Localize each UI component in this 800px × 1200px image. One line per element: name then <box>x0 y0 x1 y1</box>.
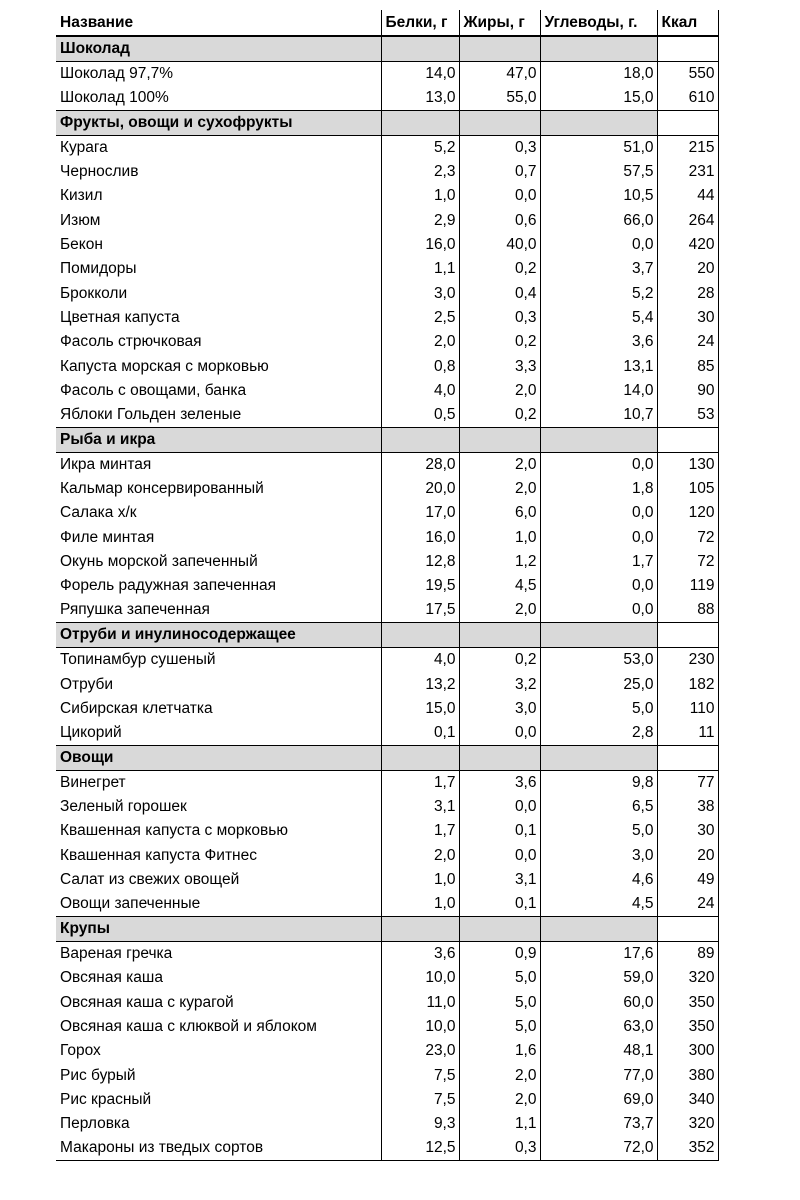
category-row <box>56 917 718 942</box>
cell-kcal: 105 <box>657 477 718 501</box>
table-row <box>56 1063 718 1087</box>
table-row <box>56 354 718 378</box>
cell-fat: 2,0 <box>459 1063 540 1087</box>
cell-fat: 0,2 <box>459 403 540 428</box>
cell-fat: 3,1 <box>459 868 540 892</box>
table-row <box>56 598 718 623</box>
cell-protein: 3,1 <box>381 795 459 819</box>
category-empty-cell <box>381 746 459 771</box>
cell-protein: 17,0 <box>381 501 459 525</box>
cell-protein: 0,5 <box>381 403 459 428</box>
cell-name: Рис бурый <box>60 1066 136 1084</box>
cell-carbs: 0,0 <box>540 501 657 525</box>
table-row <box>56 795 718 819</box>
cell-name: Перловка <box>60 1115 130 1133</box>
cell-fat: 5,0 <box>459 1015 540 1039</box>
category-label: Отруби и инулиносодержащее <box>56 623 381 648</box>
category-empty-cell <box>459 36 540 62</box>
cell-fat: 0,7 <box>459 160 540 184</box>
category-empty-cell <box>657 36 718 62</box>
cell-fat: 0,3 <box>459 1136 540 1161</box>
cell-kcal: 28 <box>657 281 718 305</box>
cell-carbs: 5,2 <box>540 281 657 305</box>
cell-carbs: 57,5 <box>540 160 657 184</box>
cell-name: Винегрет <box>60 774 126 792</box>
cell-kcal: 350 <box>657 1015 718 1039</box>
cell-kcal: 88 <box>657 598 718 623</box>
table-row <box>56 379 718 403</box>
cell-name: Изюм <box>60 211 101 229</box>
cell-protein: 2,0 <box>381 844 459 868</box>
cell-kcal: 350 <box>657 991 718 1015</box>
cell-carbs: 1,7 <box>540 550 657 574</box>
cell-kcal: 49 <box>657 868 718 892</box>
cell-protein: 28,0 <box>381 452 459 477</box>
table-row <box>56 257 718 281</box>
cell-kcal: 90 <box>657 379 718 403</box>
table-row <box>56 526 718 550</box>
cell-carbs: 69,0 <box>540 1088 657 1112</box>
cell-fat: 0,1 <box>459 819 540 843</box>
category-empty-cell <box>657 917 718 942</box>
cell-carbs: 18,0 <box>540 62 657 87</box>
category-empty-cell <box>540 623 657 648</box>
table-row <box>56 697 718 721</box>
cell-carbs: 14,0 <box>540 379 657 403</box>
cell-carbs: 4,6 <box>540 868 657 892</box>
cell-fat: 3,3 <box>459 354 540 378</box>
cell-fat: 2,0 <box>459 598 540 623</box>
cell-protein: 7,5 <box>381 1088 459 1112</box>
cell-fat: 0,0 <box>459 184 540 208</box>
cell-carbs: 10,7 <box>540 403 657 428</box>
cell-kcal: 53 <box>657 403 718 428</box>
cell-carbs: 63,0 <box>540 1015 657 1039</box>
table-row <box>56 892 718 917</box>
category-label: Овощи <box>56 746 381 771</box>
table-row <box>56 86 718 111</box>
table-row <box>56 966 718 990</box>
cell-protein: 13,0 <box>381 86 459 111</box>
cell-fat: 0,2 <box>459 257 540 281</box>
category-empty-cell <box>540 36 657 62</box>
cell-kcal: 610 <box>657 86 718 111</box>
header-fat: Жиры, г <box>459 10 540 36</box>
cell-protein: 2,3 <box>381 160 459 184</box>
cell-name: Кальмар консервированный <box>60 480 264 498</box>
cell-kcal: 72 <box>657 550 718 574</box>
cell-protein: 7,5 <box>381 1063 459 1087</box>
category-label: Крупы <box>56 917 381 942</box>
cell-name: Капуста морская с морковью <box>60 357 269 375</box>
cell-kcal: 30 <box>657 306 718 330</box>
table-row <box>56 160 718 184</box>
cell-fat: 1,0 <box>459 526 540 550</box>
table-row <box>56 403 718 428</box>
cell-protein: 3,6 <box>381 942 459 967</box>
cell-name: Кизил <box>60 187 103 205</box>
cell-name: Фасоль стрючковая <box>60 333 202 351</box>
cell-protein: 4,0 <box>381 379 459 403</box>
category-empty-cell <box>459 427 540 452</box>
cell-protein: 1,1 <box>381 257 459 281</box>
cell-kcal: 110 <box>657 697 718 721</box>
cell-name: Квашенная капуста с морковью <box>60 822 288 840</box>
cell-carbs: 51,0 <box>540 136 657 161</box>
category-empty-cell <box>459 623 540 648</box>
cell-name: Макароны из тведых сортов <box>60 1139 264 1157</box>
cell-kcal: 320 <box>657 966 718 990</box>
cell-fat: 3,0 <box>459 697 540 721</box>
cell-fat: 4,5 <box>459 574 540 598</box>
cell-protein: 16,0 <box>381 233 459 257</box>
cell-name: Чернослив <box>60 163 139 181</box>
table-row <box>56 452 718 477</box>
cell-name: Сибирская клетчатка <box>60 699 213 717</box>
cell-carbs: 15,0 <box>540 86 657 111</box>
cell-fat: 2,0 <box>459 379 540 403</box>
cell-protein: 9,3 <box>381 1112 459 1136</box>
cell-name: Цикорий <box>60 724 122 742</box>
cell-kcal: 182 <box>657 672 718 696</box>
cell-fat: 55,0 <box>459 86 540 111</box>
cell-name: Вареная гречка <box>60 945 173 963</box>
cell-name: Отруби <box>60 675 114 693</box>
cell-carbs: 25,0 <box>540 672 657 696</box>
cell-name: Овсяная каша с клюквой и яблоком <box>60 1017 317 1035</box>
category-row <box>56 746 718 771</box>
cell-protein: 0,1 <box>381 721 459 746</box>
cell-fat: 1,6 <box>459 1039 540 1063</box>
table-row <box>56 281 718 305</box>
cell-carbs: 66,0 <box>540 209 657 233</box>
category-empty-cell <box>381 111 459 136</box>
cell-kcal: 11 <box>657 721 718 746</box>
cell-carbs: 5,4 <box>540 306 657 330</box>
cell-kcal: 24 <box>657 330 718 354</box>
cell-name: Помидоры <box>60 260 137 278</box>
table-row <box>56 501 718 525</box>
cell-kcal: 119 <box>657 574 718 598</box>
cell-protein: 15,0 <box>381 697 459 721</box>
cell-protein: 0,8 <box>381 354 459 378</box>
cell-protein: 1,0 <box>381 868 459 892</box>
table-row <box>56 550 718 574</box>
cell-kcal: 89 <box>657 942 718 967</box>
cell-carbs: 6,5 <box>540 795 657 819</box>
table-row <box>56 1112 718 1136</box>
category-empty-cell <box>381 917 459 942</box>
cell-fat: 0,1 <box>459 892 540 917</box>
cell-carbs: 0,0 <box>540 452 657 477</box>
cell-kcal: 30 <box>657 819 718 843</box>
cell-fat: 1,2 <box>459 550 540 574</box>
cell-protein: 5,2 <box>381 136 459 161</box>
table-row <box>56 771 718 796</box>
cell-carbs: 3,6 <box>540 330 657 354</box>
cell-fat: 2,0 <box>459 477 540 501</box>
table-row <box>56 184 718 208</box>
cell-fat: 2,0 <box>459 1088 540 1112</box>
cell-protein: 23,0 <box>381 1039 459 1063</box>
cell-fat: 0,2 <box>459 648 540 673</box>
cell-fat: 47,0 <box>459 62 540 87</box>
cell-fat: 0,3 <box>459 306 540 330</box>
cell-protein: 1,7 <box>381 819 459 843</box>
header-name: Название <box>56 10 381 36</box>
category-label: Шоколад <box>56 36 381 62</box>
cell-name: Форель радужная запеченная <box>60 577 277 595</box>
cell-kcal: 320 <box>657 1112 718 1136</box>
cell-protein: 11,0 <box>381 991 459 1015</box>
cell-kcal: 264 <box>657 209 718 233</box>
table-row <box>56 1088 718 1112</box>
cell-protein: 12,8 <box>381 550 459 574</box>
category-empty-cell <box>540 427 657 452</box>
table-row <box>56 868 718 892</box>
cell-kcal: 300 <box>657 1039 718 1063</box>
table-row <box>56 477 718 501</box>
cell-name: Салат из свежих овощей <box>60 871 240 889</box>
cell-fat: 0,0 <box>459 721 540 746</box>
cell-protein: 2,0 <box>381 330 459 354</box>
cell-protein: 2,9 <box>381 209 459 233</box>
category-row <box>56 623 718 648</box>
category-empty-cell <box>540 746 657 771</box>
cell-fat: 3,6 <box>459 771 540 796</box>
cell-kcal: 550 <box>657 62 718 87</box>
cell-name: Курага <box>60 139 108 156</box>
category-row <box>56 111 718 136</box>
cell-carbs: 5,0 <box>540 819 657 843</box>
cell-kcal: 215 <box>657 136 718 161</box>
cell-name: Брокколи <box>60 284 128 302</box>
cell-kcal: 340 <box>657 1088 718 1112</box>
cell-kcal: 380 <box>657 1063 718 1087</box>
category-empty-cell <box>459 746 540 771</box>
cell-kcal: 77 <box>657 771 718 796</box>
table-header <box>56 10 718 36</box>
cell-protein: 20,0 <box>381 477 459 501</box>
cell-carbs: 10,5 <box>540 184 657 208</box>
cell-carbs: 59,0 <box>540 966 657 990</box>
table-row <box>56 574 718 598</box>
header-protein: Белки, г <box>381 10 459 36</box>
cell-kcal: 44 <box>657 184 718 208</box>
cell-fat: 0,2 <box>459 330 540 354</box>
cell-protein: 10,0 <box>381 1015 459 1039</box>
table-row <box>56 209 718 233</box>
nutrition-table-sheet <box>56 10 718 1161</box>
category-empty-cell <box>657 427 718 452</box>
cell-name: Рис красный <box>60 1090 152 1108</box>
cell-kcal: 85 <box>657 354 718 378</box>
cell-carbs: 0,0 <box>540 526 657 550</box>
category-empty-cell <box>459 111 540 136</box>
cell-carbs: 0,0 <box>540 574 657 598</box>
category-empty-cell <box>657 623 718 648</box>
category-label: Рыба и икра <box>56 427 381 452</box>
cell-fat: 6,0 <box>459 501 540 525</box>
cell-carbs: 1,8 <box>540 477 657 501</box>
table-body <box>56 36 718 1161</box>
table-row <box>56 721 718 746</box>
category-empty-cell <box>657 746 718 771</box>
cell-protein: 14,0 <box>381 62 459 87</box>
cell-protein: 13,2 <box>381 672 459 696</box>
cell-kcal: 24 <box>657 892 718 917</box>
cell-kcal: 231 <box>657 160 718 184</box>
cell-fat: 0,3 <box>459 136 540 161</box>
table-row <box>56 991 718 1015</box>
table-row <box>56 844 718 868</box>
cell-name: Фасоль с овощами, банка <box>60 381 247 399</box>
cell-name: Ряпушка запеченная <box>60 601 210 619</box>
cell-name: Овсяная каша <box>60 969 163 987</box>
cell-carbs: 72,0 <box>540 1136 657 1161</box>
cell-protein: 1,0 <box>381 184 459 208</box>
cell-protein: 1,7 <box>381 771 459 796</box>
category-empty-cell <box>657 111 718 136</box>
cell-name: Шоколад 97,7% <box>60 65 174 82</box>
cell-protein: 10,0 <box>381 966 459 990</box>
table-row <box>56 1136 718 1161</box>
cell-name: Горох <box>60 1042 101 1060</box>
cell-protein: 12,5 <box>381 1136 459 1161</box>
cell-fat: 0,0 <box>459 795 540 819</box>
cell-fat: 3,2 <box>459 672 540 696</box>
cell-carbs: 53,0 <box>540 648 657 673</box>
cell-carbs: 3,0 <box>540 844 657 868</box>
cell-name: Окунь морской запеченный <box>60 553 258 570</box>
table-row <box>56 942 718 967</box>
cell-fat: 0,6 <box>459 209 540 233</box>
cell-protein: 1,0 <box>381 892 459 917</box>
cell-kcal: 230 <box>657 648 718 673</box>
cell-carbs: 17,6 <box>540 942 657 967</box>
cell-carbs: 77,0 <box>540 1063 657 1087</box>
cell-kcal: 20 <box>657 257 718 281</box>
cell-name: Яблоки Гольден зеленые <box>60 405 242 423</box>
cell-protein: 17,5 <box>381 598 459 623</box>
header-carbs: Углеводы, г. <box>540 10 657 36</box>
category-empty-cell <box>540 917 657 942</box>
cell-fat: 40,0 <box>459 233 540 257</box>
cell-fat: 0,0 <box>459 844 540 868</box>
cell-protein: 3,0 <box>381 281 459 305</box>
cell-carbs: 48,1 <box>540 1039 657 1063</box>
cell-name: Топинамбур сушеный <box>60 651 216 669</box>
cell-name: Икра минтая <box>60 455 152 473</box>
cell-name: Шоколад 100% <box>60 89 169 106</box>
table-row <box>56 136 718 161</box>
cell-carbs: 73,7 <box>540 1112 657 1136</box>
table-row <box>56 330 718 354</box>
cell-fat: 0,4 <box>459 281 540 305</box>
category-empty-cell <box>459 917 540 942</box>
cell-carbs: 0,0 <box>540 233 657 257</box>
cell-carbs: 5,0 <box>540 697 657 721</box>
cell-kcal: 120 <box>657 501 718 525</box>
table-row <box>56 672 718 696</box>
table-row <box>56 1039 718 1063</box>
header-kcal: Ккал <box>657 10 718 36</box>
cell-protein: 16,0 <box>381 526 459 550</box>
cell-carbs: 9,8 <box>540 771 657 796</box>
table-row <box>56 1015 718 1039</box>
cell-carbs: 4,5 <box>540 892 657 917</box>
table-row <box>56 648 718 673</box>
cell-name: Цветная капуста <box>60 308 180 326</box>
cell-protein: 4,0 <box>381 648 459 673</box>
cell-name: Квашенная капуста Фитнес <box>60 846 257 864</box>
category-row <box>56 427 718 452</box>
cell-name: Зеленый горошек <box>60 798 187 816</box>
cell-name: Бекон <box>60 236 103 254</box>
cell-protein: 2,5 <box>381 306 459 330</box>
category-empty-cell <box>381 36 459 62</box>
category-empty-cell <box>540 111 657 136</box>
cell-kcal: 38 <box>657 795 718 819</box>
cell-carbs: 2,8 <box>540 721 657 746</box>
header-row <box>56 10 718 36</box>
cell-name: Филе минтая <box>60 528 155 546</box>
nutrition-table <box>56 10 719 1161</box>
category-row <box>56 36 718 62</box>
cell-name: Овсяная каша с курагой <box>60 993 234 1011</box>
category-label: Фрукты, овощи и сухофрукты <box>56 111 381 136</box>
cell-name: Овощи запеченные <box>60 895 201 913</box>
cell-kcal: 352 <box>657 1136 718 1161</box>
cell-kcal: 130 <box>657 452 718 477</box>
cell-fat: 5,0 <box>459 966 540 990</box>
cell-carbs: 60,0 <box>540 991 657 1015</box>
table-row <box>56 819 718 843</box>
cell-carbs: 13,1 <box>540 354 657 378</box>
table-row <box>56 62 718 87</box>
cell-carbs: 0,0 <box>540 598 657 623</box>
table-row <box>56 306 718 330</box>
cell-name: Салака х/к <box>60 504 137 522</box>
cell-carbs: 3,7 <box>540 257 657 281</box>
cell-fat: 2,0 <box>459 452 540 477</box>
category-empty-cell <box>381 623 459 648</box>
cell-kcal: 72 <box>657 526 718 550</box>
cell-fat: 5,0 <box>459 991 540 1015</box>
cell-fat: 0,9 <box>459 942 540 967</box>
cell-kcal: 20 <box>657 844 718 868</box>
cell-kcal: 420 <box>657 233 718 257</box>
table-row <box>56 233 718 257</box>
cell-fat: 1,1 <box>459 1112 540 1136</box>
category-empty-cell <box>381 427 459 452</box>
cell-protein: 19,5 <box>381 574 459 598</box>
